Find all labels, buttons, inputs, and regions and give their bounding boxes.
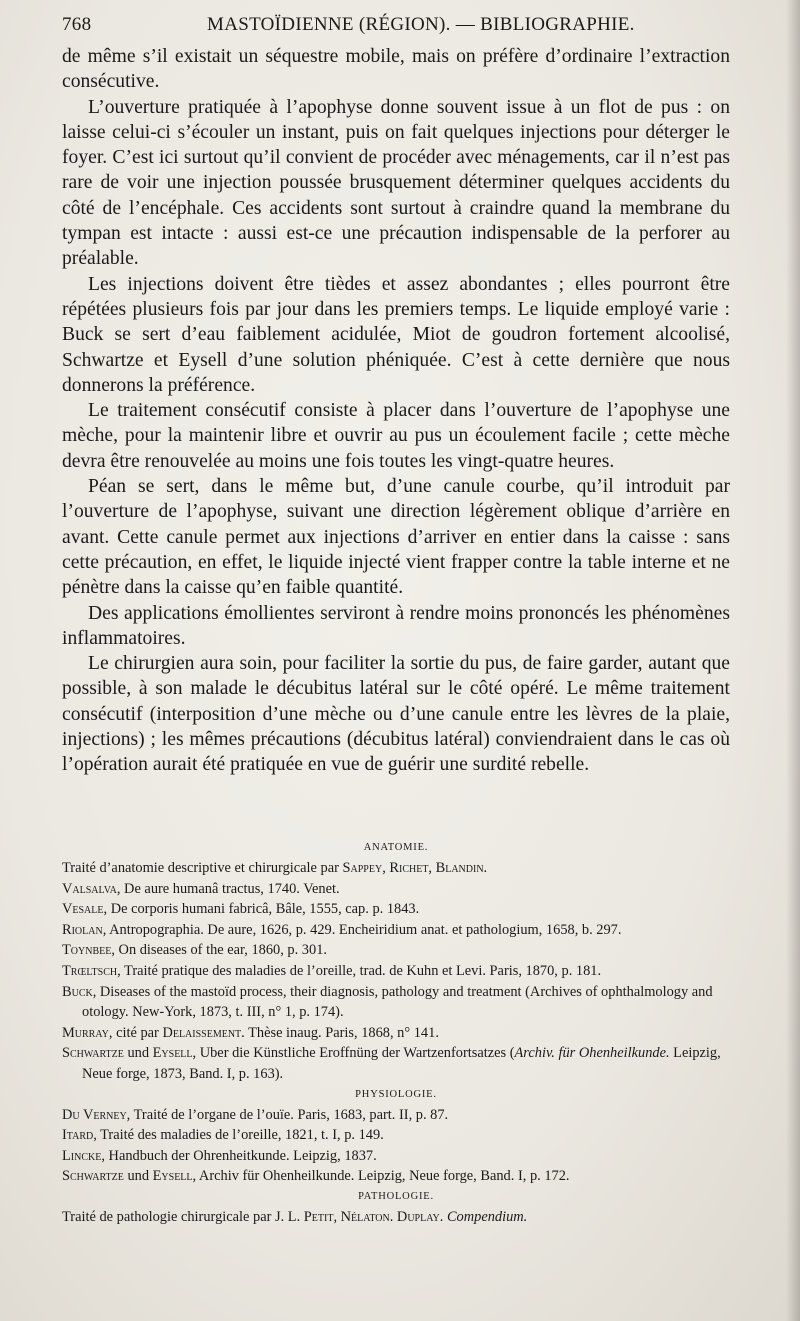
paragraph: Le traitement consécutif consiste à placer dans l’ouverture de l’apophyse une mèche, pour la maintenir libre et ouvrir au pus un écoulement facile ; cette mèche devra être renouvelée au moins une fois toutes les vingt-quatre heures. [62, 400, 730, 472]
reference-item [62, 1023, 730, 1044]
reference-text: Archiv für Ohenheilkunde. Leipzig, Neue forge, Band. I, p. 172. [196, 1168, 570, 1185]
reference-item [62, 1166, 730, 1187]
reference-author: Buck, [62, 983, 97, 1000]
paragraph: Le chirurgien aura soin, pour faciliter la sortie du pus, de faire garder, autant que possible, à son malade le décubitus latéral sur le côté opéré. Le même traitement consécutif (interposition d’une mèche ou d’une canule entre les lèvres de la plaie, injections) ; les mêmes précautions (décubitus latéral) conviendraient dans le cas où l’opération aurait été pratiquée en vue de guérir une surdité rebelle. [62, 653, 730, 776]
reference-text: Traité de pathologie chirurgicale par J. L. [62, 1208, 304, 1225]
reference-author: Schwartze [62, 1045, 124, 1062]
reference-text: Uber die Künstliche Eroffnüng der Wartzenfortsatzes ( [196, 1045, 515, 1062]
reference-item [62, 1043, 730, 1084]
reference-text: Diseases of the mastoïd process, their diagnosis, pathology and treatment (Archives of ophthalmology and otology. New-York, 1873, t. III, n° 1, p. 174). [82, 983, 713, 1021]
reference-conjunction: und [123, 1045, 153, 1062]
reference-item [62, 940, 730, 961]
reference-item [62, 1125, 730, 1146]
reference-item [62, 1146, 730, 1167]
page-edge-shadow [786, 0, 800, 1321]
page-header [62, 10, 738, 40]
reference-author: Riolan, [62, 921, 107, 938]
paragraph: Les injections doivent être tièdes et assez abondantes ; elles pourront être répétées plusieurs fois par jour dans les premiers temps. Le liquide employé varie : Buck se sert d’eau faiblement acidulée, Miot de goudron fortement alcoolisé, Schwartze et Eysell d’une solution phéniquée. C’est à cette dernière que nous donnerons la préférence. [62, 273, 730, 396]
reference-text: Traité d’anatomie descriptive et chirurgicale par [62, 860, 343, 876]
reference-item [62, 879, 730, 900]
reference-item [62, 920, 730, 941]
reference-author: Itard, [62, 1127, 97, 1144]
reference-authors: Nélaton. Duplay. [337, 1208, 444, 1225]
reference-author: Vesale, [62, 901, 108, 918]
reference-text: De aure humanâ tractus, 1740. Venet. [120, 880, 340, 897]
paragraph: Péan se sert, dans le même but, d’une canule courbe, qu’il introduit par l’ouverture de l’apophyse, suivant une direction légèrement oblique d’arrière en avant. Cette canule permet aux injections d’arriver en entier dans la caisse : sans cette précaution, en effet, le liquide injecté vient frapper contre la table interne et ne pénètre dans la caisse qu’en faible quantité. [62, 476, 730, 599]
reference-author: Lincke, [62, 1147, 105, 1164]
reference-text: Antropographia. De aure, 1626, p. 429. Encheiridium anat. et pathologium, 1658, b. 297. [106, 921, 622, 938]
reference-author: Schwartze [62, 1168, 124, 1185]
section-heading-pathologie: PATHOLOGIE. [358, 1190, 434, 1202]
section-heading-anatomie: ANATOMIE. [363, 842, 429, 853]
reference-text: cité par [112, 1024, 163, 1041]
reference-journal: Archiv. für Ohenheilkunde. [514, 1045, 670, 1062]
reference-text: Traité pratique des maladies de l’oreille, trad. de Kuhn et Levi. Paris, 1870, p. 181. [120, 962, 602, 979]
reference-item [62, 1105, 730, 1126]
reference-author: Du Verney, [62, 1106, 131, 1123]
reference-text: De corporis humani fabricâ, Bâle, 1555, cap. p. 1843. [107, 901, 420, 918]
paragraph: L’ouverture pratiquée à l’apophyse donne souvent issue à un flot de pus : on laisse celui-ci s’écouler un instant, puis on fait quelques injections pour déterger le foyer. C’est ici surtout qu’il convient de procéder avec ménagements, car il n’est pas rare de voir une injection poussée brusquement déterminer quelques accidents du côté de l’encéphale. Ces accidents sont surtout à craindre quand la membrane du tympan est intacte : aussi est-ce une précaution indispensable de la perforer au préalable. [62, 96, 730, 270]
reference-item [62, 858, 730, 879]
reference-author: Murray, [62, 1024, 113, 1041]
paragraph: Des applications émollientes serviront à rendre moins prononcés les phénomènes inflammatoires. [62, 602, 730, 649]
reference-text: Handbuch der Ohrenheitkunde. Leipzig, 1837. [104, 1147, 377, 1164]
reference-tail: Thèse inaug. Paris, 1868, n° 141. [244, 1024, 439, 1041]
running-title: MASTOÏDIENNE (RÉGION). — BIBLIOGRAPHIE. [207, 14, 635, 35]
reference-author: Eysell, [152, 1168, 197, 1185]
reference-item [62, 899, 730, 920]
reference-author: Toynbee, [62, 942, 115, 959]
reference-item [62, 961, 730, 982]
reference-item [62, 982, 730, 1023]
reference-tail: Leipzig, Neue forge, 1873, Band. I, p. 163). [82, 1045, 721, 1082]
paragraph: de même s’il existait un séquestre mobile, mais on préfère d’ordinaire l’extraction consécutive. [62, 46, 730, 93]
reference-text: Traité de l’organe de l’ouïe. Paris, 1683, part. II, p. 87. [130, 1106, 449, 1123]
reference-author: Trœltsch, [62, 962, 121, 979]
main-text [62, 44, 730, 778]
reference-authors: Sappey, Richet, Blandin. [342, 860, 488, 876]
section-heading-physiologie: PHYSIOLOGIE. [355, 1088, 437, 1100]
reference-item [62, 1207, 730, 1228]
reference-text: Traité des maladies de l’oreille, 1821, t. I, p. 149. [96, 1127, 384, 1144]
page-number: 768 [62, 14, 92, 35]
reference-author: Petit, [303, 1208, 338, 1225]
reference-conjunction: und [123, 1168, 153, 1185]
reference-author: Eysell, [152, 1045, 197, 1062]
reference-author: Valsalva, [62, 880, 121, 897]
reference-text: On diseases of the ear, 1860, p. 301. [114, 942, 327, 959]
reference-journal: Compendium. [443, 1208, 528, 1225]
bibliography [62, 838, 730, 1228]
reference-authors: Delaissement. [162, 1024, 245, 1041]
